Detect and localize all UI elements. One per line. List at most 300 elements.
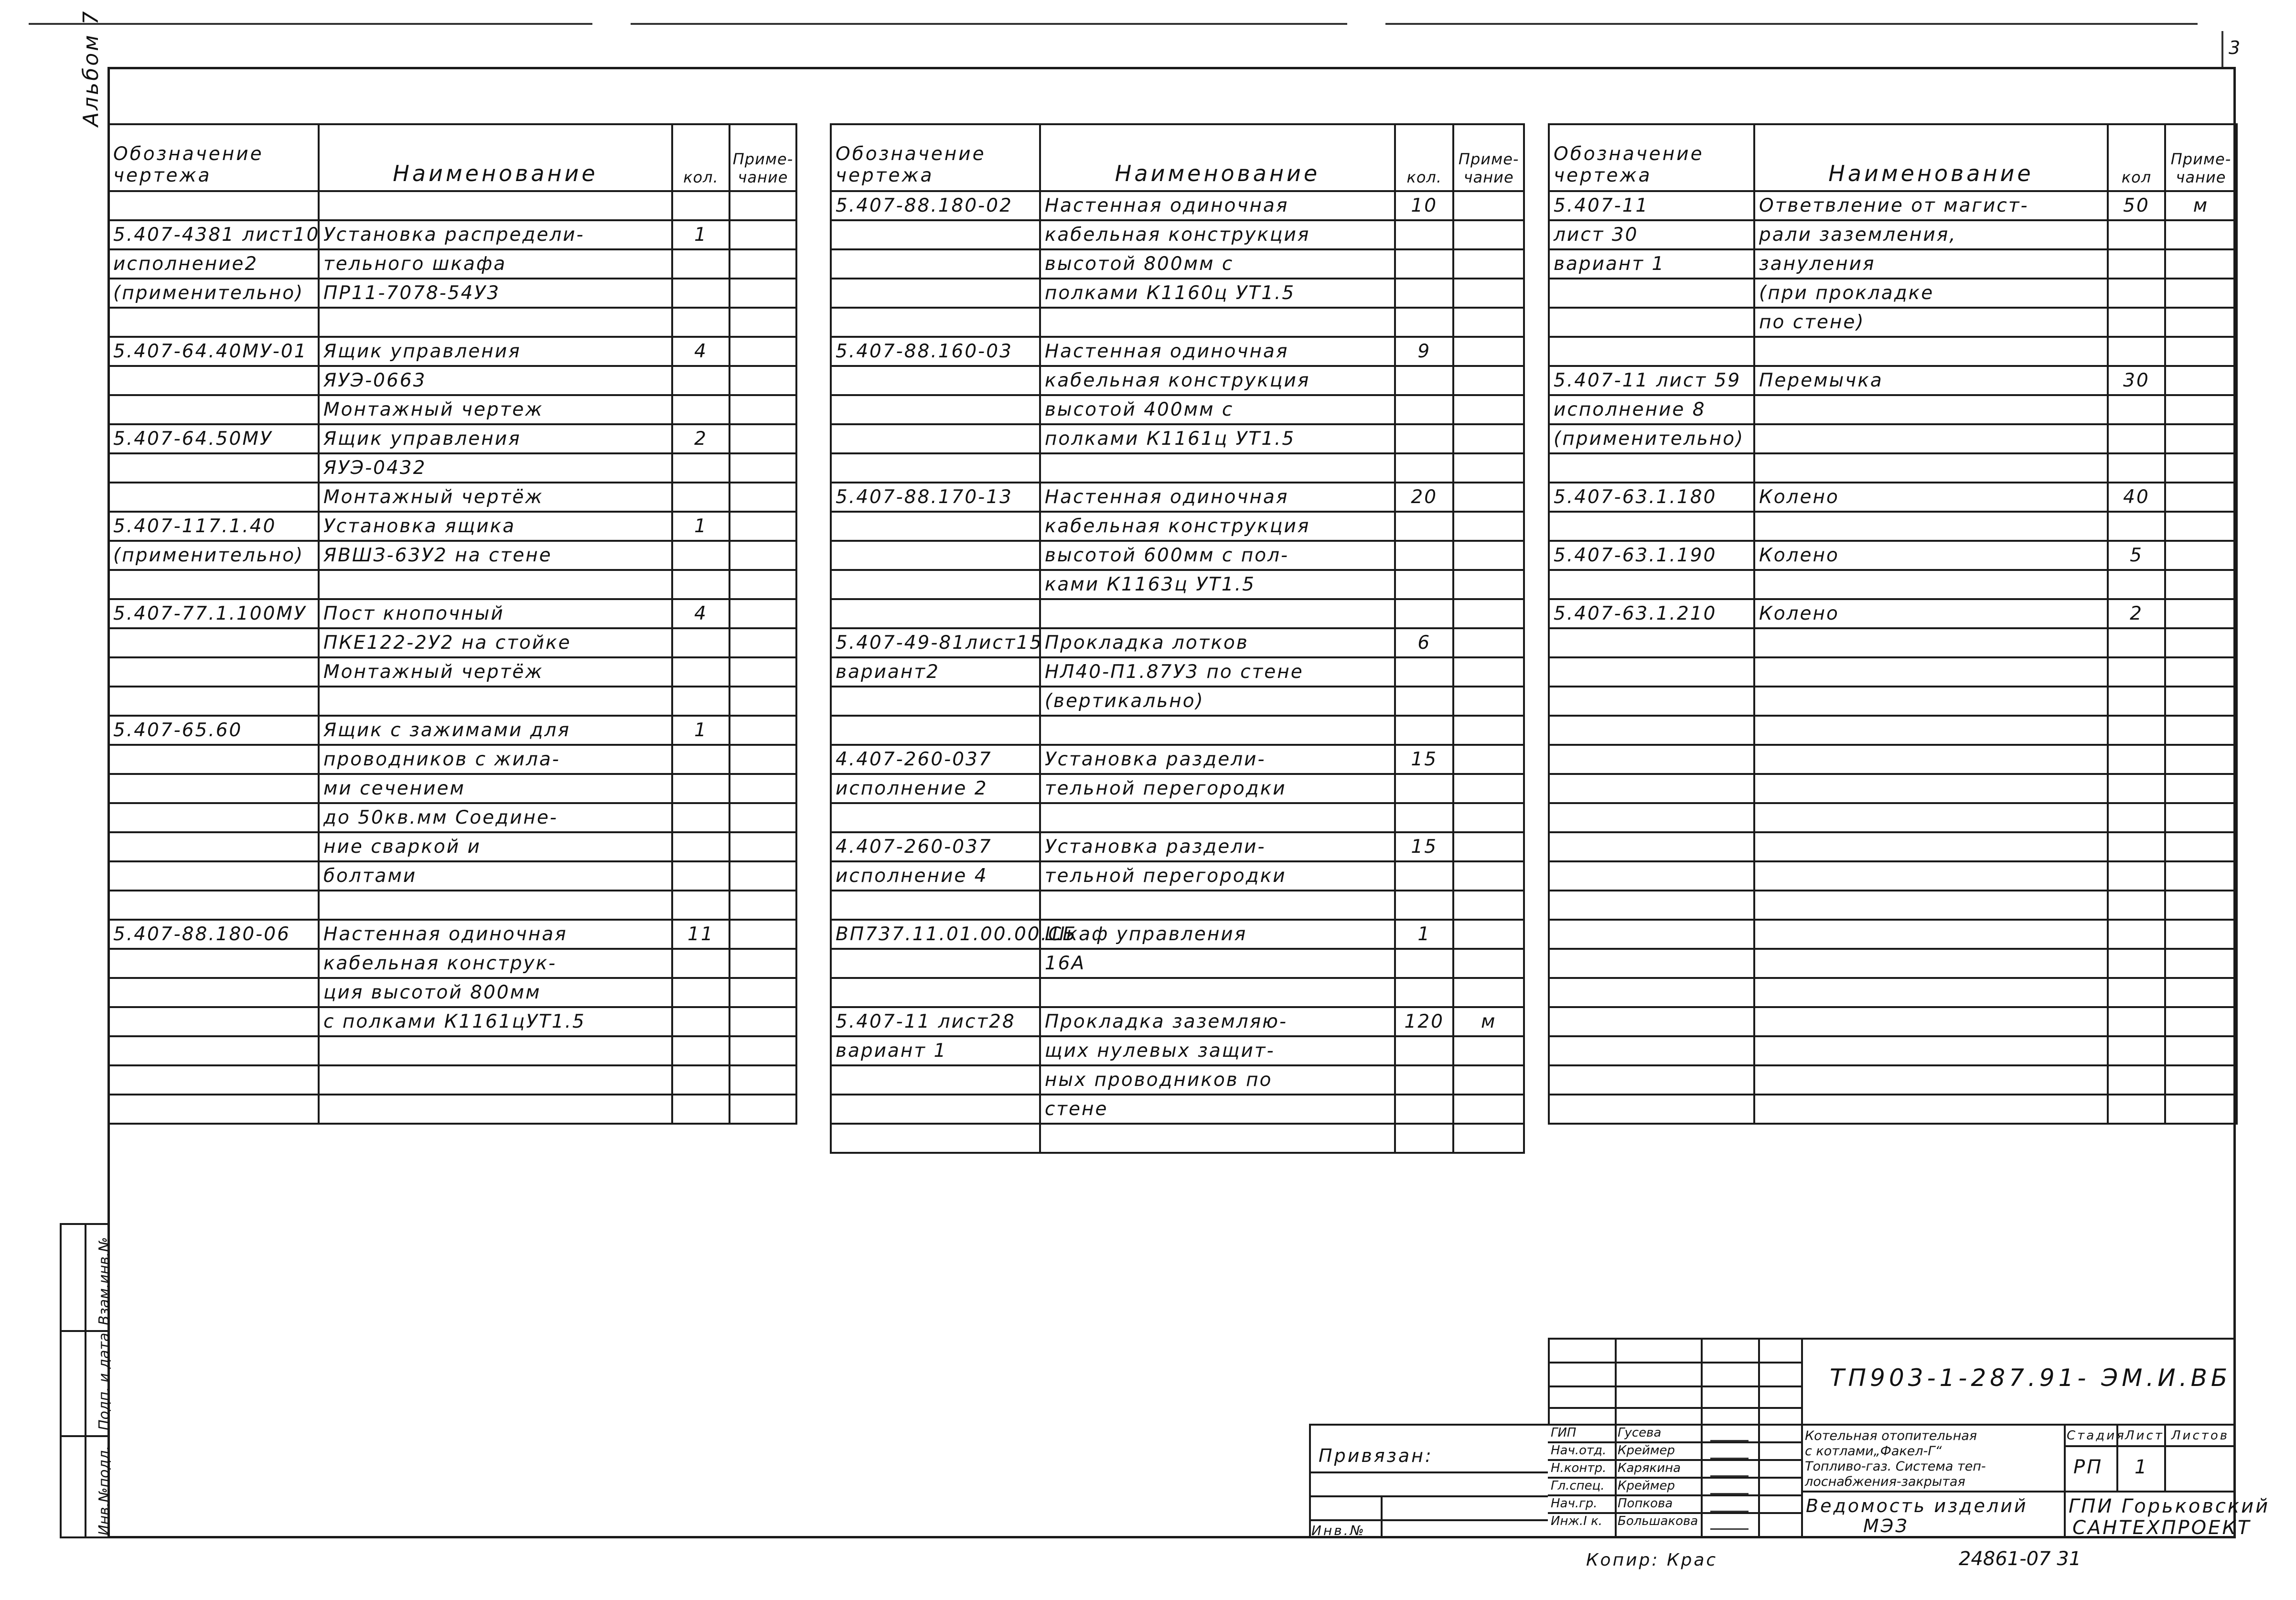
note-cell — [1453, 920, 1524, 949]
name-cell: зануления — [1754, 249, 2108, 279]
qty-cell — [672, 191, 730, 220]
name-cell — [319, 687, 672, 716]
designation-cell: вариант2 — [831, 657, 1040, 687]
table-row — [108, 453, 796, 483]
signer-role: Инж.I к. — [1551, 1514, 1603, 1528]
qty-cell — [1395, 1124, 1453, 1153]
designation-cell — [108, 832, 319, 861]
table-row — [831, 366, 1524, 395]
qty-cell — [2108, 1095, 2165, 1124]
designation-cell — [831, 249, 1040, 279]
note-cell — [730, 716, 796, 745]
qty-cell: 1 — [672, 512, 730, 541]
table-row — [831, 337, 1524, 366]
designation-cell — [1549, 337, 1754, 366]
album-label: Альбом 7 — [79, 9, 103, 127]
name-cell — [1754, 1095, 2108, 1124]
table-row — [831, 978, 1524, 1007]
qty-cell: 10 — [1395, 191, 1453, 220]
table-row — [1549, 191, 2237, 220]
name-cell: (при прокладке — [1754, 279, 2108, 308]
note-cell — [2165, 483, 2237, 512]
qty-cell — [672, 949, 730, 978]
grid-line — [1309, 1495, 1548, 1497]
note-cell — [2165, 308, 2237, 337]
signature — [1710, 1461, 1749, 1477]
table-row — [108, 861, 796, 891]
table-row — [831, 395, 1524, 424]
qty-cell — [1395, 657, 1453, 687]
qty-cell — [672, 745, 730, 774]
grid-line — [1548, 1407, 1801, 1409]
designation-cell — [108, 687, 319, 716]
designation-cell: вариант 1 — [831, 1036, 1040, 1065]
designation-cell — [108, 1007, 319, 1036]
designation-cell — [1549, 891, 1754, 920]
table-row — [1549, 920, 2237, 949]
note-cell — [730, 832, 796, 861]
table-row — [108, 891, 796, 920]
table-row — [108, 803, 796, 832]
qty-cell — [1395, 570, 1453, 599]
designation-cell — [1549, 832, 1754, 861]
qty-cell — [2108, 512, 2165, 541]
table-row — [831, 891, 1524, 920]
name-cell: тельного шкафа — [319, 249, 672, 279]
name-cell: кабельная конструкция — [1040, 220, 1395, 249]
note-cell — [1453, 803, 1524, 832]
note-cell — [2165, 774, 2237, 803]
table-row — [831, 453, 1524, 483]
table-row — [831, 541, 1524, 570]
table-row — [108, 424, 796, 453]
designation-cell — [831, 308, 1040, 337]
note-cell — [730, 745, 796, 774]
signer-role: Гл.спец. — [1551, 1479, 1605, 1493]
note-cell — [1453, 978, 1524, 1007]
name-cell: до 50кв.мм Соедине- — [319, 803, 672, 832]
name-cell — [319, 570, 672, 599]
name-cell: высотой 400мм с — [1040, 395, 1395, 424]
header-name: Наименование — [1754, 124, 2108, 191]
note-cell — [2165, 920, 2237, 949]
designation-cell — [1549, 920, 1754, 949]
table-row — [1549, 861, 2237, 891]
table-row — [1549, 978, 2237, 1007]
table-row — [1549, 803, 2237, 832]
table-row — [108, 483, 796, 512]
note-cell — [2165, 745, 2237, 774]
note-cell — [2165, 716, 2237, 745]
top-edge-line — [1385, 23, 2198, 25]
table-row — [1549, 949, 2237, 978]
note-cell — [2165, 249, 2237, 279]
name-cell: Прокладка лотков — [1040, 628, 1395, 657]
name-cell — [1754, 774, 2108, 803]
table-row — [108, 949, 796, 978]
note-cell — [2165, 1065, 2237, 1095]
table-row — [108, 512, 796, 541]
name-cell: Настенная одиночная — [1040, 483, 1395, 512]
designation-cell — [1549, 774, 1754, 803]
name-cell: Монтажный чертёж — [319, 657, 672, 687]
qty-cell — [1395, 861, 1453, 891]
header-designation: Обозначение чертежа — [1549, 124, 1754, 191]
note-cell — [730, 774, 796, 803]
designation-cell: 5.407-88.170-13 — [831, 483, 1040, 512]
header-designation: Обозначение чертежа — [108, 124, 319, 191]
note-cell — [2165, 657, 2237, 687]
table-row — [1549, 424, 2237, 453]
designation-cell — [1549, 308, 1754, 337]
name-cell — [1754, 716, 2108, 745]
designation-cell: 5.407-88.160-03 — [831, 337, 1040, 366]
qty-cell — [2108, 249, 2165, 279]
qty-cell — [672, 832, 730, 861]
name-cell: полками К1161ц УТ1.5 — [1040, 424, 1395, 453]
name-cell: ция высотой 800мм — [319, 978, 672, 1007]
note-cell — [1453, 395, 1524, 424]
name-cell — [1754, 1065, 2108, 1095]
table-row — [108, 1036, 796, 1065]
note-cell — [730, 279, 796, 308]
qty-cell — [2108, 220, 2165, 249]
sheets-label: Листов — [2171, 1428, 2230, 1443]
qty-cell — [1395, 220, 1453, 249]
designation-cell — [108, 191, 319, 220]
name-cell — [319, 891, 672, 920]
designation-cell — [831, 891, 1040, 920]
header-name: Наименование — [1040, 124, 1395, 191]
designation-cell — [831, 424, 1040, 453]
qty-cell — [2108, 920, 2165, 949]
signer-role: Н.контр. — [1551, 1461, 1607, 1475]
table-row — [1549, 220, 2237, 249]
designation-cell — [831, 1065, 1040, 1095]
table-row — [108, 191, 796, 220]
designation-cell: 5.407-11 лист28 — [831, 1007, 1040, 1036]
note-cell — [730, 453, 796, 483]
designation-cell — [1549, 949, 1754, 978]
designation-cell — [108, 1065, 319, 1095]
grid-line — [1615, 1338, 1617, 1538]
signer-role: Нач.гр. — [1551, 1496, 1598, 1511]
table-row — [831, 1007, 1524, 1036]
designation-cell: 4.407-260-037 — [831, 745, 1040, 774]
note-cell — [1453, 861, 1524, 891]
note-cell — [1453, 716, 1524, 745]
name-cell — [1754, 861, 2108, 891]
grid-line — [1548, 1362, 1801, 1364]
qty-cell — [2108, 1036, 2165, 1065]
note-cell — [730, 541, 796, 570]
table-row — [831, 920, 1524, 949]
name-cell — [1040, 891, 1395, 920]
designation-cell — [108, 308, 319, 337]
table-row — [831, 191, 1524, 220]
signer-name: Гусева — [1618, 1426, 1662, 1440]
table-row — [831, 483, 1524, 512]
note-cell — [2165, 453, 2237, 483]
designation-cell — [831, 716, 1040, 745]
note-cell: м — [1453, 1007, 1524, 1036]
qty-cell — [672, 687, 730, 716]
name-cell — [1754, 1007, 2108, 1036]
qty-cell — [1395, 687, 1453, 716]
doc-title-line1: Ведомость изделий — [1806, 1495, 2028, 1516]
qty-cell — [1395, 774, 1453, 803]
qty-cell: 30 — [2108, 366, 2165, 395]
table-row — [108, 337, 796, 366]
designation-cell — [831, 687, 1040, 716]
qty-cell — [672, 483, 730, 512]
qty-cell — [2108, 978, 2165, 1007]
designation-cell — [108, 453, 319, 483]
note-cell — [730, 657, 796, 687]
grid-line — [2064, 1424, 2066, 1538]
name-cell: Установка раздели- — [1040, 832, 1395, 861]
name-cell: Колено — [1754, 483, 2108, 512]
note-cell — [1453, 687, 1524, 716]
name-cell: Ящик управления — [319, 424, 672, 453]
note-cell — [1453, 1065, 1524, 1095]
name-cell — [1754, 453, 2108, 483]
table-row — [831, 657, 1524, 687]
grid-line — [1701, 1338, 1703, 1538]
designation-cell — [1549, 279, 1754, 308]
header-note: Приме-чание — [2165, 124, 2237, 191]
table-row — [1549, 1036, 2237, 1065]
name-cell — [1754, 395, 2108, 424]
table-row — [108, 395, 796, 424]
name-cell: Ящик с зажимами для — [319, 716, 672, 745]
note-cell — [730, 687, 796, 716]
table-row — [831, 949, 1524, 978]
designation-cell — [831, 453, 1040, 483]
signer-role: Нач.отд. — [1551, 1443, 1607, 1458]
qty-cell — [672, 570, 730, 599]
note-cell — [2165, 1095, 2237, 1124]
designation-cell: исполнение 8 — [1549, 395, 1754, 424]
name-cell — [1754, 687, 2108, 716]
table-row — [831, 716, 1524, 745]
table-row — [831, 308, 1524, 337]
qty-cell: 40 — [2108, 483, 2165, 512]
note-cell — [2165, 628, 2237, 657]
name-cell — [319, 1036, 672, 1065]
designation-cell — [831, 1124, 1040, 1153]
name-cell: щих нулевых защит- — [1040, 1036, 1395, 1065]
table-row — [831, 745, 1524, 774]
name-cell: Ящик управления — [319, 337, 672, 366]
note-cell — [1453, 628, 1524, 657]
table-row — [108, 541, 796, 570]
designation-cell — [831, 978, 1040, 1007]
name-cell — [1754, 803, 2108, 832]
qty-cell: 15 — [1395, 745, 1453, 774]
page-number: 3 — [2229, 37, 2241, 58]
name-cell — [1754, 628, 2108, 657]
qty-cell — [1395, 803, 1453, 832]
note-cell — [730, 220, 796, 249]
table-row — [1549, 716, 2237, 745]
name-cell: стене — [1040, 1095, 1395, 1124]
qty-cell — [1395, 978, 1453, 1007]
top-edge-line — [631, 23, 1347, 25]
table-row — [831, 512, 1524, 541]
note-cell — [730, 628, 796, 657]
note-cell — [1453, 424, 1524, 453]
name-cell — [1754, 978, 2108, 1007]
name-cell: Колено — [1754, 541, 2108, 570]
grid-line — [1801, 1491, 2236, 1493]
name-cell: высотой 600мм с пол- — [1040, 541, 1395, 570]
designation-cell — [108, 1036, 319, 1065]
name-cell — [1754, 570, 2108, 599]
table-row — [1549, 1065, 2237, 1095]
note-cell — [730, 949, 796, 978]
table-row — [1549, 512, 2237, 541]
designation-cell — [831, 541, 1040, 570]
name-cell — [319, 1065, 672, 1095]
table-row — [831, 570, 1524, 599]
name-cell — [1754, 920, 2108, 949]
qty-cell — [672, 279, 730, 308]
table-row — [108, 745, 796, 774]
designation-cell: 4.407-260-037 — [831, 832, 1040, 861]
table-row — [108, 308, 796, 337]
designation-cell — [831, 366, 1040, 395]
qty-cell — [2108, 687, 2165, 716]
privyazan-label: Привязан: — [1319, 1445, 1433, 1466]
project-description: Котельная отопительная с котлами„Факел-Г“ Топливо-газ. Система теп- лоснабжения-закрытая — [1805, 1428, 1986, 1489]
qty-cell — [1395, 599, 1453, 628]
designation-cell: 5.407-88.180-02 — [831, 191, 1040, 220]
stamp-divider — [85, 1225, 86, 1536]
note-cell — [2165, 803, 2237, 832]
qty-cell — [2108, 570, 2165, 599]
designation-cell: 5.407-64.50МУ — [108, 424, 319, 453]
table-row — [1549, 337, 2237, 366]
qty-cell — [672, 861, 730, 891]
stage-label: Стадия — [2067, 1428, 2126, 1443]
table-row — [108, 657, 796, 687]
table-row — [831, 220, 1524, 249]
name-cell: Монтажный чертеж — [319, 395, 672, 424]
name-cell: Шкаф управления — [1040, 920, 1395, 949]
name-cell: ПР11-7078-54У3 — [319, 279, 672, 308]
designation-cell — [108, 657, 319, 687]
designation-cell — [1549, 978, 1754, 1007]
designation-cell — [1549, 570, 1754, 599]
qty-cell — [672, 541, 730, 570]
note-cell — [2165, 1036, 2237, 1065]
note-cell — [1453, 279, 1524, 308]
table-row — [831, 861, 1524, 891]
name-cell: тельной перегородки — [1040, 774, 1395, 803]
qty-cell — [1395, 279, 1453, 308]
qty-cell — [672, 891, 730, 920]
designation-cell: (применительно) — [1549, 424, 1754, 453]
name-cell: Пост кнопочный — [319, 599, 672, 628]
note-cell — [2165, 861, 2237, 891]
designation-cell — [831, 279, 1040, 308]
qty-cell — [672, 1036, 730, 1065]
note-cell — [730, 483, 796, 512]
designation-cell — [108, 891, 319, 920]
table-row — [108, 249, 796, 279]
table-row — [831, 424, 1524, 453]
name-cell — [1754, 949, 2108, 978]
table-row — [108, 1095, 796, 1124]
name-cell — [1040, 978, 1395, 1007]
name-cell: 16А — [1040, 949, 1395, 978]
designation-cell: 5.407-88.180-06 — [108, 920, 319, 949]
qty-cell — [2108, 774, 2165, 803]
qty-cell — [2108, 279, 2165, 308]
inv-no-label: Инв.№ — [1311, 1523, 1366, 1538]
note-cell — [1453, 832, 1524, 861]
designation-cell — [1549, 1007, 1754, 1036]
order-number: 24861-07 31 — [1959, 1548, 2081, 1570]
designation-cell — [1549, 1095, 1754, 1124]
note-cell — [2165, 279, 2237, 308]
designation-cell: лист 30 — [1549, 220, 1754, 249]
name-cell: болтами — [319, 861, 672, 891]
note-cell — [1453, 891, 1524, 920]
table-row — [1549, 395, 2237, 424]
table-row — [1549, 628, 2237, 657]
table-row — [1549, 483, 2237, 512]
designation-cell: 5.407-11 — [1549, 191, 1754, 220]
table-row — [831, 803, 1524, 832]
designation-cell — [831, 599, 1040, 628]
note-cell — [1453, 541, 1524, 570]
stage-value: РП — [2073, 1456, 2103, 1478]
designation-cell: 5.407-11 лист 59 — [1549, 366, 1754, 395]
name-cell: высотой 800мм с — [1040, 249, 1395, 279]
designation-cell: 5.407-65.60 — [108, 716, 319, 745]
table-row — [1549, 308, 2237, 337]
note-cell — [1453, 774, 1524, 803]
table-row — [108, 774, 796, 803]
note-cell — [730, 308, 796, 337]
qty-cell — [1395, 1036, 1453, 1065]
signer-name: Большакова — [1618, 1514, 1698, 1528]
name-cell — [1754, 337, 2108, 366]
grid-line — [2064, 1445, 2236, 1447]
note-cell — [2165, 1007, 2237, 1036]
qty-cell — [672, 1095, 730, 1124]
designation-cell — [831, 803, 1040, 832]
qty-cell — [2108, 861, 2165, 891]
header-qty: кол. — [672, 124, 730, 191]
note-cell — [2165, 366, 2237, 395]
qty-cell — [672, 395, 730, 424]
grid-line — [1381, 1495, 1383, 1538]
designation-cell — [108, 774, 319, 803]
qty-cell — [1395, 366, 1453, 395]
qty-cell: 50 — [2108, 191, 2165, 220]
designation-cell — [108, 949, 319, 978]
designation-cell: 5.407-63.1.210 — [1549, 599, 1754, 628]
name-cell: Ответвление от магист- — [1754, 191, 2108, 220]
org-line2: САНТЕХПРОЕКТ — [2072, 1517, 2252, 1539]
name-cell — [319, 308, 672, 337]
note-cell — [1453, 308, 1524, 337]
doc-title-line2: МЭЗ — [1863, 1515, 1909, 1536]
designation-cell — [108, 483, 319, 512]
